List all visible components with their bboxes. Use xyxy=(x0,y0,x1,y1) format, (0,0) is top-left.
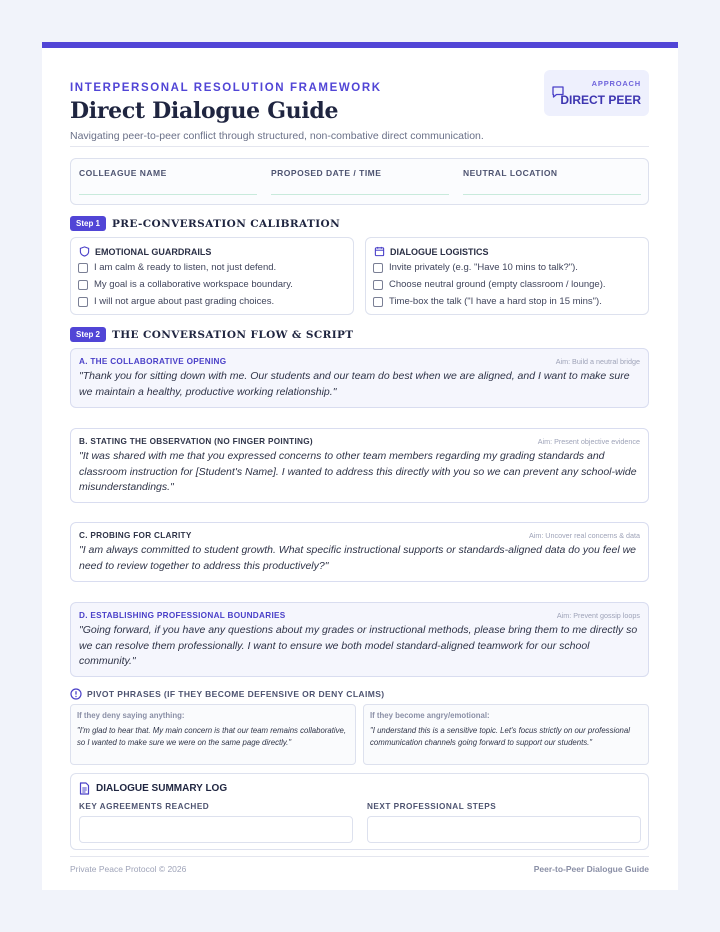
checkbox[interactable] xyxy=(78,263,88,273)
next-steps-input[interactable] xyxy=(367,816,641,843)
script-card-opening xyxy=(70,348,649,408)
alert-circle-icon xyxy=(70,688,82,700)
log-title: DIALOGUE SUMMARY LOG xyxy=(96,783,228,794)
neutral-location-field[interactable] xyxy=(463,168,641,195)
script-card-observation xyxy=(70,428,649,503)
pivot-script: "I understand this is a sensitive topic. Let's focus strictly on our professional communication channels going forward to support our students." xyxy=(370,726,630,747)
card-heading: A. THE COLLABORATIVE OPENING xyxy=(79,357,227,366)
field-underline xyxy=(463,194,641,195)
box-title: EMOTIONAL GUARDRAILS xyxy=(95,246,212,257)
approach-label: APPROACH xyxy=(591,79,641,88)
next-steps-label: NEXT PROFESSIONAL STEPS xyxy=(367,802,497,811)
card-aim: Aim: Build a neutral bridge xyxy=(555,357,640,366)
step-title: PRE-CONVERSATION CALIBRATION xyxy=(112,217,341,230)
step-badge: Step 1 xyxy=(70,216,106,231)
checklist-text: Time-box the talk ("I have a hard stop in 15 mins"). xyxy=(389,296,602,307)
document-icon xyxy=(79,782,90,795)
shield-icon xyxy=(79,246,90,257)
pivot-phrases-header xyxy=(70,688,385,700)
field-underline xyxy=(79,194,257,195)
checklist-item[interactable] xyxy=(78,262,276,273)
checkbox[interactable] xyxy=(78,280,88,290)
card-script: "It was shared with me that you expressed concerns to other team members regarding my grading standards and classroom instruction for [Student's Name]. I wanted to address this directly with you so we can prevent any school-wide misunderstandings." xyxy=(79,450,637,493)
checklist-text: I am calm & ready to listen, not just defend. xyxy=(94,262,277,273)
checklist-text: My goal is a collaborative workspace boundary. xyxy=(94,279,293,290)
card-aim: Aim: Present objective evidence xyxy=(537,437,640,446)
field-label: COLLEAGUE NAME xyxy=(79,168,167,178)
header-divider xyxy=(70,146,649,147)
checklist-text: Invite privately (e.g. "Have 10 mins to talk?"). xyxy=(389,262,578,273)
footer-doc-name: Peer-to-Peer Dialogue Guide xyxy=(533,864,649,874)
step-badge: Step 2 xyxy=(70,327,106,342)
agreements-input[interactable] xyxy=(79,816,353,843)
checklist-item[interactable] xyxy=(373,296,602,307)
card-script: "I am always committed to student growth. What specific instructional supports or standards-aligned data do you feel we need to review together to address this productively?" xyxy=(79,544,637,572)
pivot-heading: If they become angry/emotional: xyxy=(370,711,490,720)
dialogue-logistics-box xyxy=(365,237,649,315)
page-subtitle: Navigating peer-to-peer conflict through structured, non-combative direct communication. xyxy=(70,130,484,142)
footer-copyright: Private Peace Protocol © 2026 xyxy=(70,864,187,874)
step1-header xyxy=(70,216,340,231)
script-card-probing xyxy=(70,522,649,582)
approach-badge xyxy=(544,70,649,116)
field-label: NEUTRAL LOCATION xyxy=(463,168,558,178)
card-aim: Aim: Prevent gossip loops xyxy=(556,611,640,620)
card-script: "Going forward, if you have any questions about my grades or instructional methods, please bring them to me directly so we can resolve them professionally. I want to ensure we both model standard-aligned teamwork for our school community." xyxy=(79,624,638,667)
page-title: Direct Dialogue Guide xyxy=(70,98,339,124)
proposed-date-field[interactable] xyxy=(271,168,449,195)
colleague-name-field[interactable] xyxy=(79,168,257,195)
box-title: DIALOGUE LOGISTICS xyxy=(390,246,489,257)
pivot-heading: If they deny saying anything: xyxy=(77,711,185,720)
checkbox[interactable] xyxy=(373,280,383,290)
pivot-card-deny xyxy=(70,704,356,765)
card-heading: B. STATING THE OBSERVATION (NO FINGER POINTING) xyxy=(79,437,313,446)
checklist-item[interactable] xyxy=(373,279,606,290)
meeting-details-fields xyxy=(70,158,649,205)
checklist-item[interactable] xyxy=(78,296,274,307)
step-title: THE CONVERSATION FLOW & SCRIPT xyxy=(112,328,354,341)
checklist-text: Choose neutral ground (empty classroom / lounge). xyxy=(389,279,606,290)
card-aim: Aim: Uncover real concerns & data xyxy=(528,531,640,540)
checklist-item[interactable] xyxy=(78,279,293,290)
approach-value: DIRECT PEER xyxy=(560,93,641,107)
pivot-card-angry xyxy=(363,704,649,765)
step2-header xyxy=(70,327,354,342)
script-card-boundaries xyxy=(70,602,649,677)
card-heading: C. PROBING FOR CLARITY xyxy=(79,531,192,540)
pivot-script: "I'm glad to hear that. My main concern is that our team remains collaborative, so I wanted to make sure we were on the same page directly." xyxy=(77,726,347,747)
calendar-icon xyxy=(374,246,385,257)
checklist-text: I will not argue about past grading choices. xyxy=(94,296,275,307)
checkbox[interactable] xyxy=(373,297,383,307)
dialogue-summary-log xyxy=(70,773,649,850)
field-underline xyxy=(271,194,449,195)
pivot-title: PIVOT PHRASES (IF THEY BECOME DEFENSIVE OR DENY CLAIMS) xyxy=(87,689,385,699)
emotional-guardrails-box xyxy=(70,237,354,315)
framework-eyebrow: INTERPERSONAL RESOLUTION FRAMEWORK xyxy=(70,82,382,94)
field-label: PROPOSED DATE / TIME xyxy=(271,168,382,178)
document-page xyxy=(42,42,678,890)
checkbox[interactable] xyxy=(78,297,88,307)
checklist-item[interactable] xyxy=(373,262,578,273)
card-heading: D. ESTABLISHING PROFESSIONAL BOUNDARIES xyxy=(79,611,286,620)
checkbox[interactable] xyxy=(373,263,383,273)
agreements-label: KEY AGREEMENTS REACHED xyxy=(79,802,210,811)
card-script: "Thank you for sitting down with me. Our students and our team do best when we are aligned, and I want to make sure we maintain a healthy, productive working relationship." xyxy=(79,370,630,398)
footer-divider xyxy=(70,856,649,857)
